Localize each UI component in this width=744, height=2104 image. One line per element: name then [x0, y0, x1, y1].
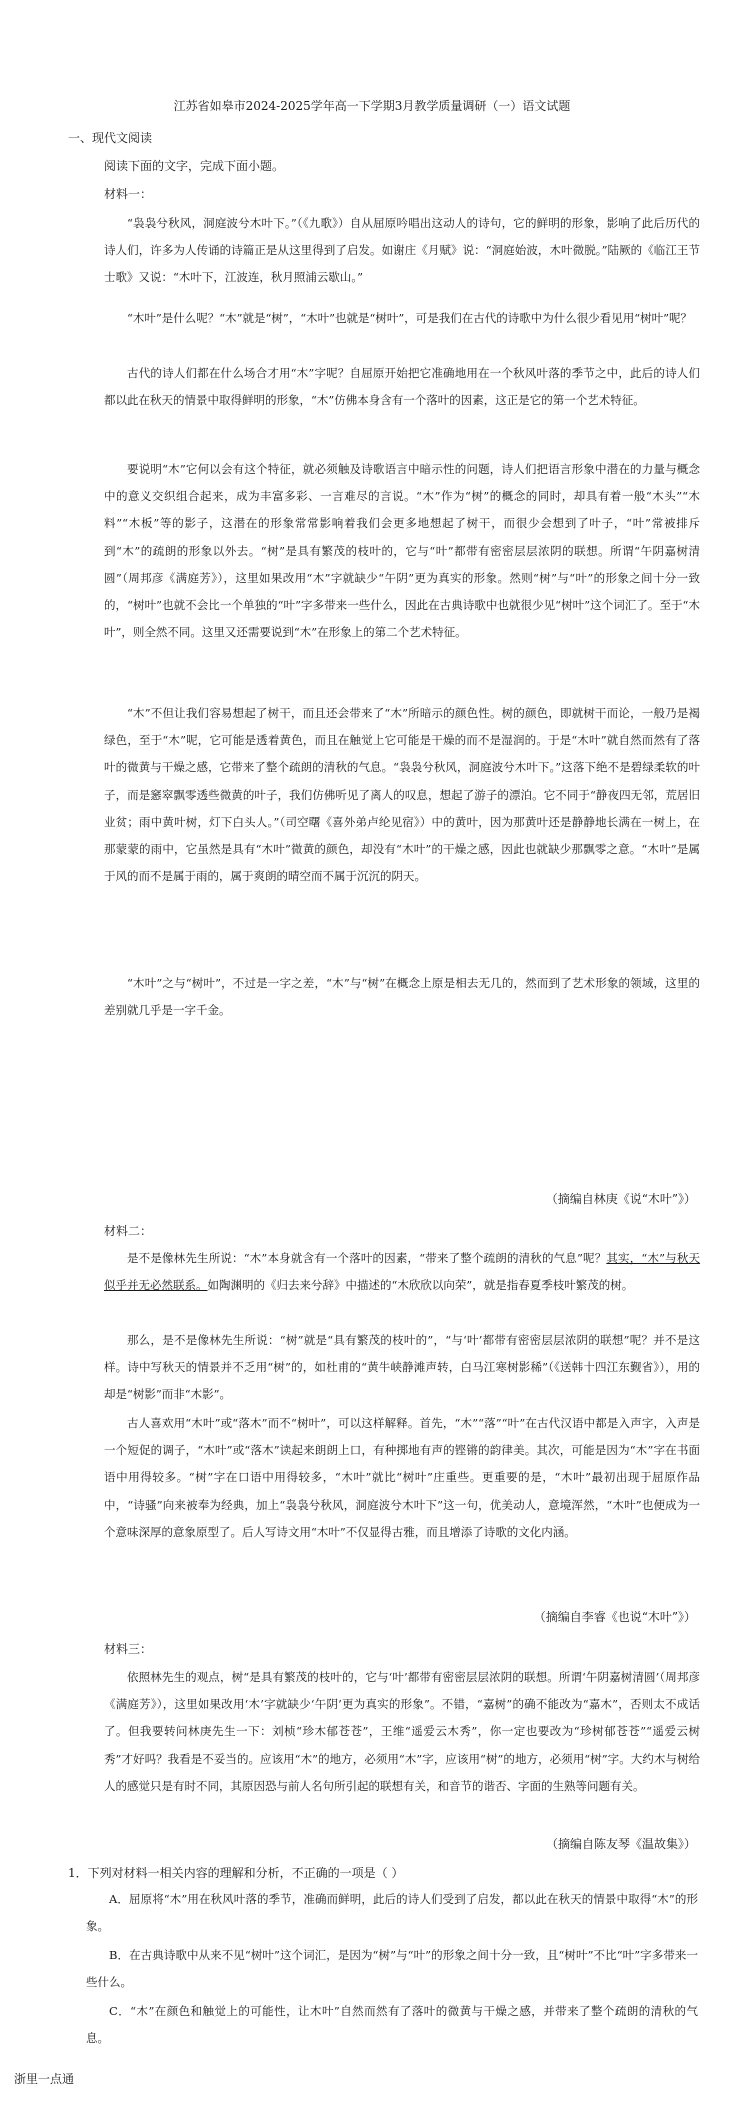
- material1-paragraph-2: “木叶”是什么呢？“木”就是“树”，“木叶”也就是“树叶”，可是我们在古代的诗歌中为什么很少看见用“树叶”呢？: [127, 311, 693, 325]
- material2-p1-text-b: 如陶渊明的《归去来兮辞》中描述的“木欣欣以向荣”，就是指春夏季枝叶繁茂的树。: [207, 1278, 634, 1293]
- material2-label: 材料二：: [104, 1224, 153, 1238]
- exam-title: 江苏省如皋市2024-2025学年高一下学期3月教学质量调研（一）语文试题: [173, 99, 571, 113]
- material3-paragraph-1: 依照林先生的观点，树“是具有繁茂的枝叶的，它与‘叶’都带有密密层层浓阴的联想。所谓‘午阴嘉树清圆’（周邦彦《满庭芳》），这里如果改用‘木’字就缺少‘午阴’更为真实的形象”。不错，“嘉树”的确不能改为“嘉木”，否则太不成话了。但我要转问林庚先生一下：刘桢“珍木郁苍苍”，王维“遥爱云木秀”，你一定也要改为“珍树郁苍苍”“遥爱云树秀”才好吗？我看是不妥当的。应该用“木”的地方，必须用“木”字，应该用“树”的地方，必须用“树”字。大约木与树给人的感觉只是有时不同，其原因恐与前人名句所引起的联想有关，和音节的谐否、字面的生熟等问题有关。: [104, 1670, 700, 1793]
- question-1-option-a[interactable]: A．屈原将“木”用在秋风叶落的季节，准确而鲜明，此后的诗人们受到了启发，都以此在秋天的情景中取得“木”的形象。: [86, 1892, 698, 1934]
- question-1-stem: 1．下列对材料一相关内容的理解和分析，不正确的一项是（ ）: [68, 1866, 404, 1880]
- material2-paragraph-2: 那么，是不是像林先生所说：“树”就是“具有繁茂的枝叶的”，“与‘叶’都带有密密层层浓阴的联想”呢？并不是这样。诗中写秋天的情景并不乏用“树”的，如杜甫的“黄牛峡静滩声转，白马江寒树影稀”（《送韩十四江东觐省》），用的却是“树影”而非“木影”。: [104, 1333, 700, 1402]
- material1-label: 材料一：: [104, 187, 153, 201]
- material2-p1-text-a: 是不是像林先生所说：“木”本身就含有一个落叶的因素，“带来了整个疏朗的清秋的气息”呢？: [127, 1251, 607, 1265]
- material1-paragraph-3: 古代的诗人们都在什么场合才用“木”字呢？自屈原开始把它准确地用在一个秋风叶落的季节之中，此后的诗人们都以此在秋天的情景中取得鲜明的形象，“木”仿佛本身含有一个落叶的因素，这正是它的第一个艺术特征。: [104, 366, 700, 408]
- material3-label: 材料三：: [104, 1642, 153, 1656]
- material2-paragraph-3: 古人喜欢用“木叶”或“落木”而不“树叶”，可以这样解释。首先，“木”“落”“叶”在古代汉语中都是入声字，入声是一个短促的调子，“木叶”或“落木”读起来朗朗上口，有种掷地有声的铿锵的韵律美。其次，可能是因为“木”字在书面语中用得较多。“树”字在口语中用得较多，“木叶”就比“树叶”庄重些。更重要的是，“木叶”最初出现于屈原作品中，“诗骚”向来被奉为经典，加上“袅袅兮秋风，洞庭波兮木叶下”这一句，优美动人，意境浑然，“木叶”也便成为一个意味深厚的意象原型了。后人写诗文用“木叶”不仅显得古雅，而且增添了诗歌的文化内涵。: [104, 1416, 700, 1539]
- material1-paragraph-1: “袅袅兮秋风，洞庭波兮木叶下。”（《九歌》）自从屈原吟唱出这动人的诗句，它的鲜明的形象，影响了此后历代的诗人们，许多为人传诵的诗篇正是从这里得到了启发。如谢庄《月赋》说：“洞庭始波，木叶微脱。”陆厥的《临江王节士歌》又说：“木叶下，江波连，秋月照浦云歇山。”: [104, 216, 700, 285]
- section-heading: 一、现代文阅读: [68, 131, 153, 145]
- material3-source: （摘编自陈友琴《温故集》）: [545, 1837, 696, 1851]
- material2-paragraph-1: [104, 1245, 700, 1299]
- material1-source: （摘编自林庚《说“木叶”》）: [545, 1192, 696, 1206]
- material1-paragraph-4: 要说明“木”它何以会有这个特征，就必须触及诗歌语言中暗示性的问题，诗人们把语言形象中潜在的力量与概念中的意义交织组合起来，成为丰富多彩、一言难尽的言说。“木”作为“树”的概念的同时，却具有着一般“木头”“木料”“木板”等的影子，这潜在的形象常常影响着我们会更多地想起了树干，而很少会想到了叶子，“叶”常被排斥到“木”的疏朗的形象以外去。“树”是具有繁茂的枝叶的，它与“叶”都带有密密层层浓阴的联想。所谓“午阴嘉树清圆”（周邦彦《满庭芳》），这里如果改用“木”字就缺少“午阴”更为真实的形象。然则“树”与“叶”的形象之间十分一致的，“树叶”也就不会比一个单独的“叶”字多带来一些什么，因此在古典诗歌中也就很少见“树叶”这个词汇了。至于“木叶”，则全然不同。这里又还需要说到“木”在形象上的第二个艺术特征。: [104, 462, 700, 640]
- question-1-option-c[interactable]: C．“木”在颜色和触觉上的可能性，让木叶”自然而然有了落叶的微黄与干燥之感，并带来了整个疏朗的清秋的气息。: [86, 2004, 698, 2046]
- reading-instruction: 阅读下面的文字，完成下面小题。: [104, 159, 285, 173]
- material1-paragraph-5: “木”不但让我们容易想起了树干，而且还会带来了“木”所暗示的颜色性。树的颜色，即就树干而论，一般乃是褐绿色，至于“木”呢，它可能是透着黄色，而且在触觉上它可能是干燥的而不是湿润的。于是“木叶”就自然而然有了落叶的微黄与干燥之感，它带来了整个疏朗的清秋的气息。“袅袅兮秋风，洞庭波兮木叶下。”这落下绝不是碧绿柔软的叶子，而是窸窣飘零透些微黄的叶子，我们仿佛听见了离人的叹息，想起了游子的漂泊。它不同于“静夜四无邻，荒居旧业贫；雨中黄叶树，灯下白头人。”（司空曙《喜外弟卢纶见宿》）中的黄叶，因为那黄叶还是静静地长满在一树上，在那蒙蒙的雨中，它虽然是具有“木叶”微黄的颜色，却没有“木叶”的干燥之感，因此也就缺少那飘零之意。“木叶”是属于风的而不是属于雨的，属于爽朗的晴空而不属于沉沉的阴天。: [104, 706, 700, 884]
- material1-paragraph-6: “木叶”之与“树叶”，不过是一字之差，“木”与“树”在概念上原是相去无几的，然而到了艺术形象的领域，这里的差别就几乎是一字千金。: [104, 976, 700, 1018]
- footer-watermark: 浙里一点通: [14, 2072, 75, 2086]
- material2-p1-underlined-sentence: 其实，“木”与秋天似乎并无必然联系。: [104, 1251, 701, 1293]
- material2-source: （摘编自李睿《也说“木叶”》）: [533, 1610, 696, 1624]
- question-1-option-b[interactable]: B．在古典诗歌中从来不见“树叶”这个词汇，是因为“树”与“叶”的形象之间十分一致，且“树叶”不比“叶”字多带来一些什么。: [86, 1948, 698, 1990]
